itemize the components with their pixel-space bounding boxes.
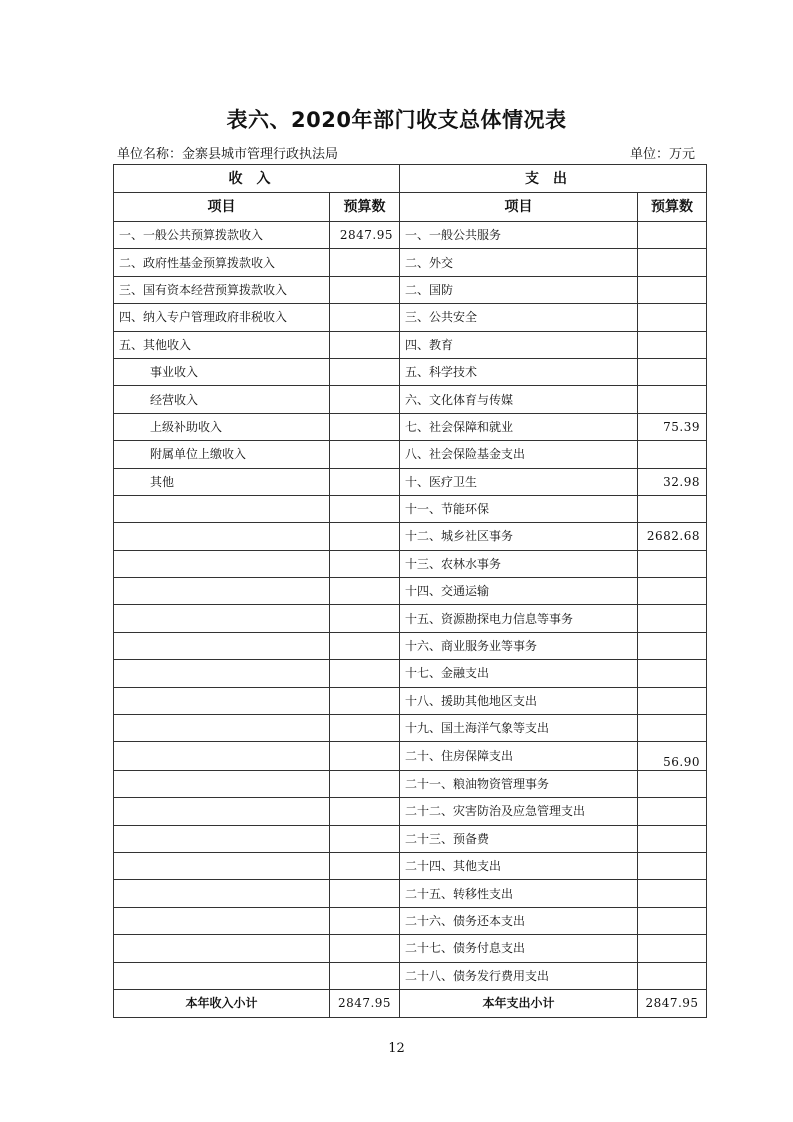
expense-budget-header: 预算数: [638, 193, 707, 222]
table-row: [114, 331, 707, 358]
income-total-label: 本年收入小计: [114, 989, 330, 1017]
expense-value: [638, 358, 707, 385]
income-item: 一、一般公共预算拨款收入: [114, 222, 330, 249]
income-value: [330, 468, 400, 495]
expense-value: [638, 550, 707, 577]
income-value: [330, 550, 400, 577]
income-value: [330, 880, 400, 907]
income-item: 其他: [114, 468, 330, 495]
expense-value: [638, 715, 707, 742]
income-item-header: 项目: [114, 193, 330, 222]
table-row: [114, 222, 707, 249]
income-item: 经营收入: [114, 386, 330, 413]
income-item: [114, 523, 330, 550]
income-value: [330, 413, 400, 440]
income-value: [330, 386, 400, 413]
income-value: [330, 907, 400, 934]
income-item: [114, 798, 330, 825]
expense-value: 2682.68: [638, 523, 707, 550]
table-row: [114, 962, 707, 989]
expense-value: [638, 687, 707, 714]
expense-value: [638, 798, 707, 825]
income-value: [330, 276, 400, 303]
income-item: [114, 825, 330, 852]
income-budget-header: 预算数: [330, 193, 400, 222]
income-item: 事业收入: [114, 358, 330, 385]
expense-value: 75.39: [638, 413, 707, 440]
table-row: [114, 907, 707, 934]
expense-value: [638, 304, 707, 331]
table-row: [114, 660, 707, 687]
expense-total-value: 2847.95: [638, 989, 707, 1017]
income-value: [330, 742, 400, 770]
table-row: [114, 468, 707, 495]
expense-item: 二十四、其他支出: [400, 852, 638, 879]
unit-name: 单位名称：金寨县城市管理行政执法局: [117, 147, 339, 162]
expense-value: [638, 222, 707, 249]
income-item: 二、政府性基金预算拨款收入: [114, 249, 330, 276]
expense-value: [638, 249, 707, 276]
income-item: [114, 907, 330, 934]
table-row: [114, 715, 707, 742]
expense-value: [638, 632, 707, 659]
expense-value: [638, 825, 707, 852]
expense-item: 二十八、债务发行费用支出: [400, 962, 638, 989]
income-item: [114, 687, 330, 714]
income-item: [114, 742, 330, 770]
table-row: [114, 276, 707, 303]
expense-item: 八、社会保险基金支出: [400, 441, 638, 468]
income-item: 上级补助收入: [114, 413, 330, 440]
expense-value: [638, 907, 707, 934]
table-row: [114, 495, 707, 522]
income-item: [114, 962, 330, 989]
table-body: [114, 165, 707, 1018]
table-row: [114, 687, 707, 714]
income-item: [114, 578, 330, 605]
expense-item: 十五、资源勘探电力信息等事务: [400, 605, 638, 632]
table-row: [114, 413, 707, 440]
table-row: [114, 523, 707, 550]
expense-item: 二、外交: [400, 249, 638, 276]
expense-item: 十九、国土海洋气象等支出: [400, 715, 638, 742]
expense-item: 十八、援助其他地区支出: [400, 687, 638, 714]
expense-item: 五、科学技术: [400, 358, 638, 385]
expense-total-label: 本年支出小计: [400, 989, 638, 1017]
expense-value: [638, 441, 707, 468]
expense-value: 56.90: [638, 742, 707, 770]
expense-value: [638, 276, 707, 303]
income-item: 五、其他收入: [114, 331, 330, 358]
expense-item: 十二、城乡社区事务: [400, 523, 638, 550]
income-item: [114, 880, 330, 907]
expense-value: [638, 770, 707, 797]
section-header-row: [114, 165, 707, 193]
income-value: [330, 523, 400, 550]
table-row: [114, 249, 707, 276]
income-value: [330, 798, 400, 825]
expense-item: 二十五、转移性支出: [400, 880, 638, 907]
table-row: [114, 304, 707, 331]
unit-label: 单位：万元: [630, 147, 696, 162]
income-value: [330, 441, 400, 468]
expense-item: 二十三、预备费: [400, 825, 638, 852]
table-row: [114, 578, 707, 605]
income-item: [114, 852, 330, 879]
expense-value: [638, 852, 707, 879]
income-value: [330, 632, 400, 659]
income-item: 附属单位上缴收入: [114, 441, 330, 468]
expense-item: 六、文化体育与传媒: [400, 386, 638, 413]
income-item: [114, 770, 330, 797]
income-value: [330, 687, 400, 714]
expense-item: 二十一、粮油物资管理事务: [400, 770, 638, 797]
income-item: [114, 660, 330, 687]
table-row: [114, 880, 707, 907]
budget-table: [113, 164, 707, 1018]
expense-item: 十四、交通运输: [400, 578, 638, 605]
table-row: [114, 770, 707, 797]
income-value: [330, 331, 400, 358]
expense-item: 十六、商业服务业等事务: [400, 632, 638, 659]
income-item: [114, 715, 330, 742]
expense-value: [638, 578, 707, 605]
income-item: 三、国有资本经营预算拨款收入: [114, 276, 330, 303]
table-row: [114, 935, 707, 962]
page-title: 表六、2020年部门收支总体情况表: [226, 108, 567, 132]
table-row: [114, 852, 707, 879]
table-row: [114, 632, 707, 659]
income-value: [330, 935, 400, 962]
expense-value: [638, 962, 707, 989]
income-value: [330, 770, 400, 797]
column-header-row: [114, 193, 707, 222]
income-item: [114, 605, 330, 632]
income-value: [330, 825, 400, 852]
expense-item: 二十七、债务付息支出: [400, 935, 638, 962]
income-value: [330, 495, 400, 522]
income-item: [114, 550, 330, 577]
expense-item: 十、医疗卫生: [400, 468, 638, 495]
income-total-value: 2847.95: [330, 989, 400, 1017]
expense-item: 三、公共安全: [400, 304, 638, 331]
table-row: [114, 798, 707, 825]
expense-value: [638, 880, 707, 907]
income-value: 2847.95: [330, 222, 400, 249]
expense-value: [638, 935, 707, 962]
expense-item: 二十、住房保障支出: [400, 742, 638, 770]
income-value: [330, 358, 400, 385]
income-header: 收入: [114, 165, 400, 193]
table-row: [114, 742, 707, 770]
income-value: [330, 962, 400, 989]
expense-item: 二十二、灾害防治及应急管理支出: [400, 798, 638, 825]
total-row: [114, 989, 707, 1017]
income-value: [330, 249, 400, 276]
expense-item: 二、国防: [400, 276, 638, 303]
income-value: [330, 304, 400, 331]
table-row: [114, 550, 707, 577]
income-value: [330, 578, 400, 605]
expense-item: 十三、农林水事务: [400, 550, 638, 577]
expense-value: 32.98: [638, 468, 707, 495]
income-item: [114, 495, 330, 522]
income-item: [114, 935, 330, 962]
expense-header: 支出: [400, 165, 707, 193]
page-number: 12: [388, 1041, 405, 1056]
expense-item: 十七、金融支出: [400, 660, 638, 687]
table-row: [114, 441, 707, 468]
income-item: [114, 632, 330, 659]
expense-item-header: 项目: [400, 193, 638, 222]
expense-item: 十一、节能环保: [400, 495, 638, 522]
expense-item: 四、教育: [400, 331, 638, 358]
income-value: [330, 715, 400, 742]
expense-item: 一、一般公共服务: [400, 222, 638, 249]
expense-item: 七、社会保障和就业: [400, 413, 638, 440]
expense-value: [638, 386, 707, 413]
expense-item: 二十六、债务还本支出: [400, 907, 638, 934]
expense-value: [638, 605, 707, 632]
table-row: [114, 825, 707, 852]
table-row: [114, 358, 707, 385]
income-item: 四、纳入专户管理政府非税收入: [114, 304, 330, 331]
table-row: [114, 605, 707, 632]
income-value: [330, 605, 400, 632]
expense-value: [638, 495, 707, 522]
expense-value: [638, 331, 707, 358]
income-value: [330, 660, 400, 687]
income-value: [330, 852, 400, 879]
table-row: [114, 386, 707, 413]
expense-value: [638, 660, 707, 687]
